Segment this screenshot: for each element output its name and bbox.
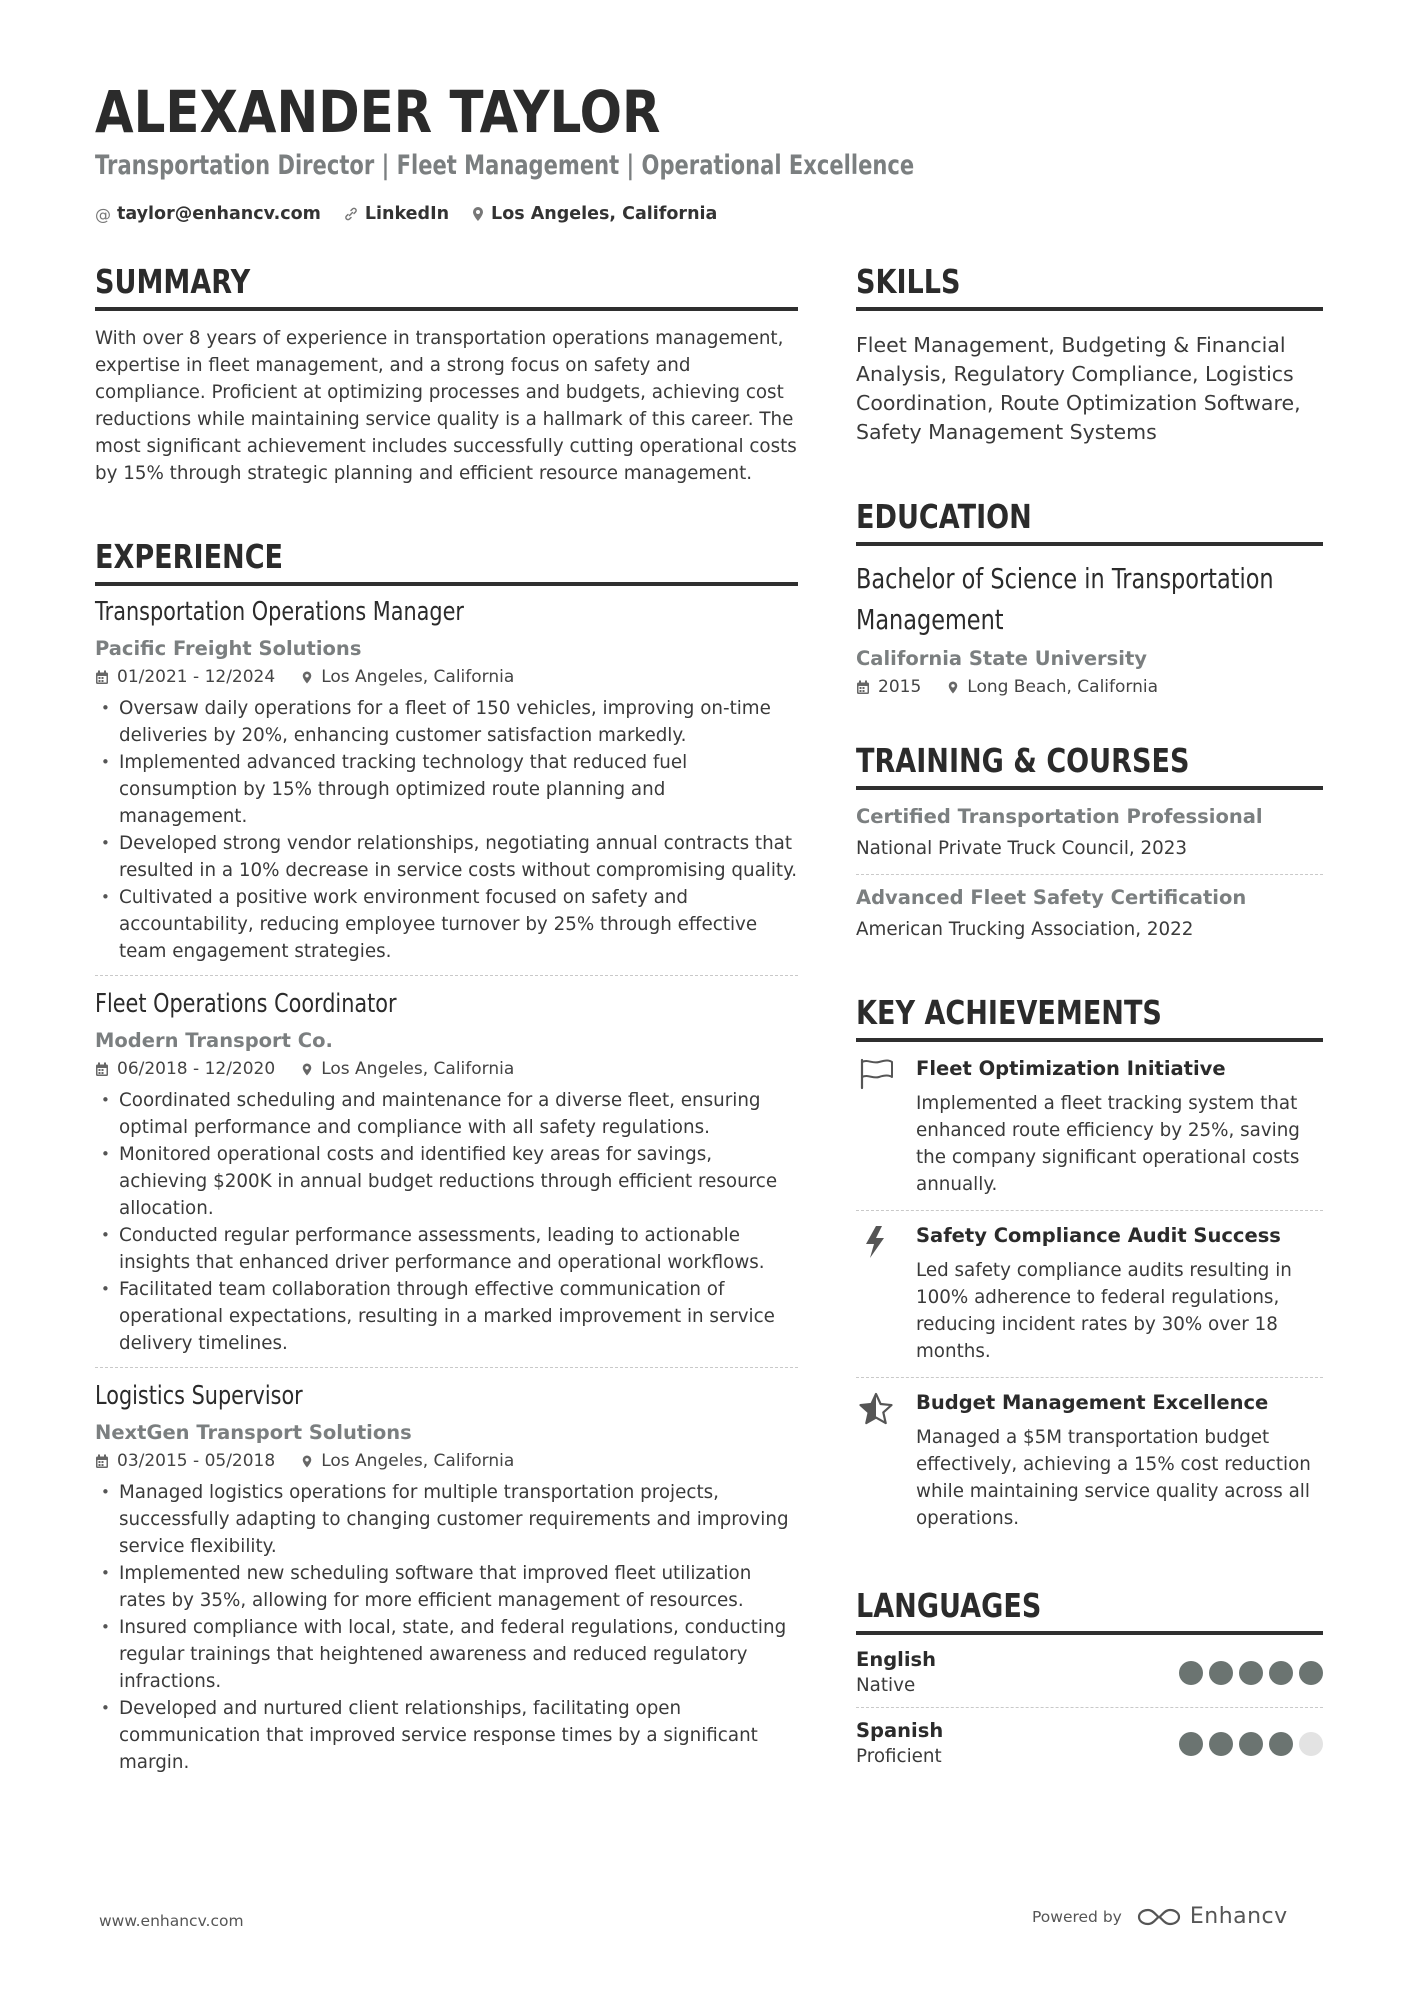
education-location: Long Beach, California bbox=[967, 677, 1159, 697]
lightning-icon bbox=[856, 1223, 916, 1365]
achievement-desc: Led safety compliance audits resulting in 100% adherence to federal regulations, reducing incident rates by 30% over 18 months. bbox=[916, 1260, 1292, 1362]
job-bullet: • Cultivated a positive work environment focused on safety and accountability, reducing employee turnover by 25% through effective team engagement strategies. bbox=[95, 884, 798, 965]
summary-text: With over 8 years of experience in transportation operations management, expertise in fleet management, and a strong focus on safety and compliance. Proficient at optimizing processes and budgets, achieving cost reductions while maintaining service quality is a hallmark of this career. The most significant achievement includes successfully cutting operational costs by 15% through strategic planning and efficient resource management. bbox=[95, 328, 797, 484]
rating-dot-filled bbox=[1269, 1732, 1293, 1756]
job-bullet: • Developed strong vendor relationships, negotiating annual contracts that resulted in a 10% decrease in service costs without compromising quality. bbox=[95, 830, 798, 884]
calendar-icon bbox=[856, 680, 870, 695]
language-entry bbox=[856, 1708, 1323, 1778]
job-bullet: • Implemented advanced tracking technology that reduced fuel consumption by 15% through optimized route planning and management. bbox=[95, 749, 798, 830]
job-meta bbox=[95, 665, 798, 689]
rating-dot-filled bbox=[1269, 1661, 1293, 1685]
course-entry bbox=[856, 794, 1323, 875]
job-meta bbox=[95, 1057, 798, 1081]
rating-dot-filled bbox=[1299, 1661, 1323, 1685]
contact-location bbox=[471, 204, 717, 224]
section-divider bbox=[856, 542, 1323, 546]
education-meta bbox=[856, 675, 1323, 699]
rating-dot-empty bbox=[1299, 1732, 1323, 1756]
contact-email[interactable] bbox=[95, 204, 321, 224]
star-icon bbox=[856, 1390, 916, 1532]
calendar-icon bbox=[95, 1454, 109, 1469]
course-title: Advanced Fleet Safety Certification bbox=[856, 886, 1247, 909]
achievements-heading: KEY ACHIEVEMENTS bbox=[856, 993, 1162, 1032]
language-level: Native bbox=[856, 1675, 916, 1696]
location-pin-icon bbox=[471, 206, 485, 222]
job-entry bbox=[95, 1378, 798, 1786]
achievement-title: Safety Compliance Audit Success bbox=[916, 1224, 1281, 1247]
location-pin-icon bbox=[301, 1454, 313, 1469]
job-meta bbox=[95, 1449, 798, 1473]
contact-bar bbox=[95, 204, 717, 224]
job-dates: 06/2018 - 12/2020 bbox=[117, 1059, 276, 1079]
job-location: Los Angeles, California bbox=[321, 1451, 515, 1471]
skills-section bbox=[856, 262, 1323, 447]
achievement-entry bbox=[856, 1211, 1323, 1378]
footer-website[interactable]: www.enhancv.com bbox=[99, 1912, 244, 1930]
experience-heading: EXPERIENCE bbox=[95, 537, 284, 576]
rating-dot-filled bbox=[1179, 1732, 1203, 1756]
education-degree: Bachelor of Science in Transportation Management bbox=[856, 562, 1274, 636]
job-company: Pacific Freight Solutions bbox=[95, 637, 362, 660]
education-school: California State University bbox=[856, 647, 1147, 670]
location-pin-icon bbox=[301, 670, 313, 685]
right-column bbox=[856, 262, 1323, 1778]
language-entry bbox=[856, 1637, 1323, 1708]
brand-name: Enhancv bbox=[1189, 1904, 1288, 1929]
achievement-entry bbox=[856, 1044, 1323, 1211]
achievement-title: Fleet Optimization Initiative bbox=[916, 1057, 1226, 1080]
section-divider bbox=[856, 1038, 1323, 1042]
languages-heading: LANGUAGES bbox=[856, 1586, 1042, 1625]
job-company: Modern Transport Co. bbox=[95, 1029, 333, 1052]
job-bullet: • Developed and nurtured client relationships, facilitating open communication that improved service response times by a significant margin. bbox=[95, 1695, 798, 1776]
job-location: Los Angeles, California bbox=[321, 1059, 515, 1079]
job-bullets bbox=[95, 1087, 798, 1357]
job-title: Logistics Supervisor bbox=[95, 1381, 303, 1411]
powered-by-text: Powered by bbox=[1032, 1907, 1122, 1926]
candidate-tagline: Transportation Director | Fleet Management | Operational Excellence bbox=[95, 150, 915, 181]
location-pin-icon bbox=[301, 1062, 313, 1077]
section-divider bbox=[95, 307, 798, 311]
job-bullet: • Coordinated scheduling and maintenance for a diverse fleet, ensuring optimal performance and compliance with all safety regulations. bbox=[95, 1087, 798, 1141]
job-bullet: • Implemented new scheduling software that improved fleet utilization rates by 35%, allowing for more efficient management of resources. bbox=[95, 1560, 798, 1614]
job-title: Transportation Operations Manager bbox=[95, 597, 464, 627]
contact-linkedin-text: LinkedIn bbox=[364, 204, 450, 224]
job-bullet: • Monitored operational costs and identified key areas for savings, achieving $200K in annual budget reductions through efficient resource allocation. bbox=[95, 1141, 798, 1222]
course-title: Certified Transportation Professional bbox=[856, 805, 1263, 828]
experience-section bbox=[95, 537, 798, 1786]
rating-dot-filled bbox=[1209, 1661, 1233, 1685]
contact-linkedin[interactable] bbox=[343, 204, 449, 224]
language-rating bbox=[1179, 1732, 1323, 1756]
education-year: 2015 bbox=[878, 677, 922, 697]
rating-dot-filled bbox=[1239, 1661, 1263, 1685]
flag-icon bbox=[856, 1056, 916, 1198]
skills-heading: SKILLS bbox=[856, 262, 961, 301]
section-divider bbox=[856, 786, 1323, 790]
language-rating bbox=[1179, 1661, 1323, 1685]
job-location: Los Angeles, California bbox=[321, 667, 515, 687]
candidate-name: ALEXANDER TAYLOR bbox=[95, 78, 661, 146]
job-bullets bbox=[95, 1479, 798, 1776]
achievement-title: Budget Management Excellence bbox=[916, 1391, 1269, 1414]
language-name: English bbox=[856, 1648, 937, 1671]
at-icon: @ bbox=[95, 204, 111, 224]
language-level: Proficient bbox=[856, 1746, 942, 1767]
calendar-icon bbox=[95, 670, 109, 685]
job-dates: 03/2015 - 05/2018 bbox=[117, 1451, 276, 1471]
job-entry bbox=[95, 594, 798, 976]
rating-dot-filled bbox=[1209, 1732, 1233, 1756]
job-bullets bbox=[95, 695, 798, 965]
section-divider bbox=[856, 307, 1323, 311]
achievement-desc: Managed a $5M transportation budget effectively, achieving a 15% cost reduction while maintaining service quality across all operations. bbox=[916, 1427, 1311, 1529]
footer-branding bbox=[1032, 1904, 1288, 1929]
job-title: Fleet Operations Coordinator bbox=[95, 989, 397, 1019]
calendar-icon bbox=[95, 1062, 109, 1077]
job-bullet: • Managed logistics operations for multiple transportation projects, successfully adapting to changing customer requirements and improving service flexibility. bbox=[95, 1479, 798, 1560]
rating-dot-filled bbox=[1179, 1661, 1203, 1685]
training-section bbox=[856, 741, 1323, 955]
job-dates: 01/2021 - 12/2024 bbox=[117, 667, 276, 687]
job-bullet: • Facilitated team collaboration through effective communication of operational expectations, resulting in a marked improvement in service delivery timelines. bbox=[95, 1276, 798, 1357]
job-bullet: • Oversaw daily operations for a fleet of 150 vehicles, improving on-time deliveries by 20%, enhancing customer satisfaction markedly. bbox=[95, 695, 798, 749]
education-heading: EDUCATION bbox=[856, 497, 1032, 536]
summary-section bbox=[95, 262, 798, 487]
achievement-desc: Implemented a fleet tracking system that enhanced route efficiency by 25%, saving the company significant operational costs annually. bbox=[916, 1093, 1300, 1195]
job-company: NextGen Transport Solutions bbox=[95, 1421, 412, 1444]
skills-text: Fleet Management, Budgeting & Financial Analysis, Regulatory Compliance, Logistics Coordination, Route Optimization Software, Safety Management Systems bbox=[856, 333, 1301, 444]
course-entry bbox=[856, 875, 1323, 955]
section-divider bbox=[856, 1631, 1323, 1635]
summary-heading: SUMMARY bbox=[95, 262, 251, 301]
achievement-entry bbox=[856, 1378, 1323, 1544]
course-org: National Private Truck Council, 2023 bbox=[856, 838, 1188, 859]
languages-section bbox=[856, 1586, 1323, 1778]
rating-dot-filled bbox=[1239, 1732, 1263, 1756]
enhancv-logo[interactable] bbox=[1136, 1904, 1288, 1929]
location-pin-icon bbox=[947, 680, 959, 695]
left-column bbox=[95, 262, 798, 1786]
education-section bbox=[856, 497, 1323, 699]
link-icon bbox=[343, 206, 359, 222]
infinity-logo-icon bbox=[1136, 1906, 1182, 1928]
contact-location-text: Los Angeles, California bbox=[491, 204, 718, 224]
course-org: American Trucking Association, 2022 bbox=[856, 919, 1194, 940]
job-bullet: • Insured compliance with local, state, and federal regulations, conducting regular trainings that heightened awareness and reduced regulatory infractions. bbox=[95, 1614, 798, 1695]
language-name: Spanish bbox=[856, 1719, 944, 1742]
contact-email-text: taylor@enhancv.com bbox=[117, 204, 321, 224]
training-heading: TRAINING & COURSES bbox=[856, 741, 1190, 780]
job-entry bbox=[95, 986, 798, 1368]
section-divider bbox=[95, 582, 798, 586]
achievements-section bbox=[856, 993, 1323, 1544]
job-bullet: • Conducted regular performance assessments, leading to actionable insights that enhanced driver performance and operational workflows. bbox=[95, 1222, 798, 1276]
